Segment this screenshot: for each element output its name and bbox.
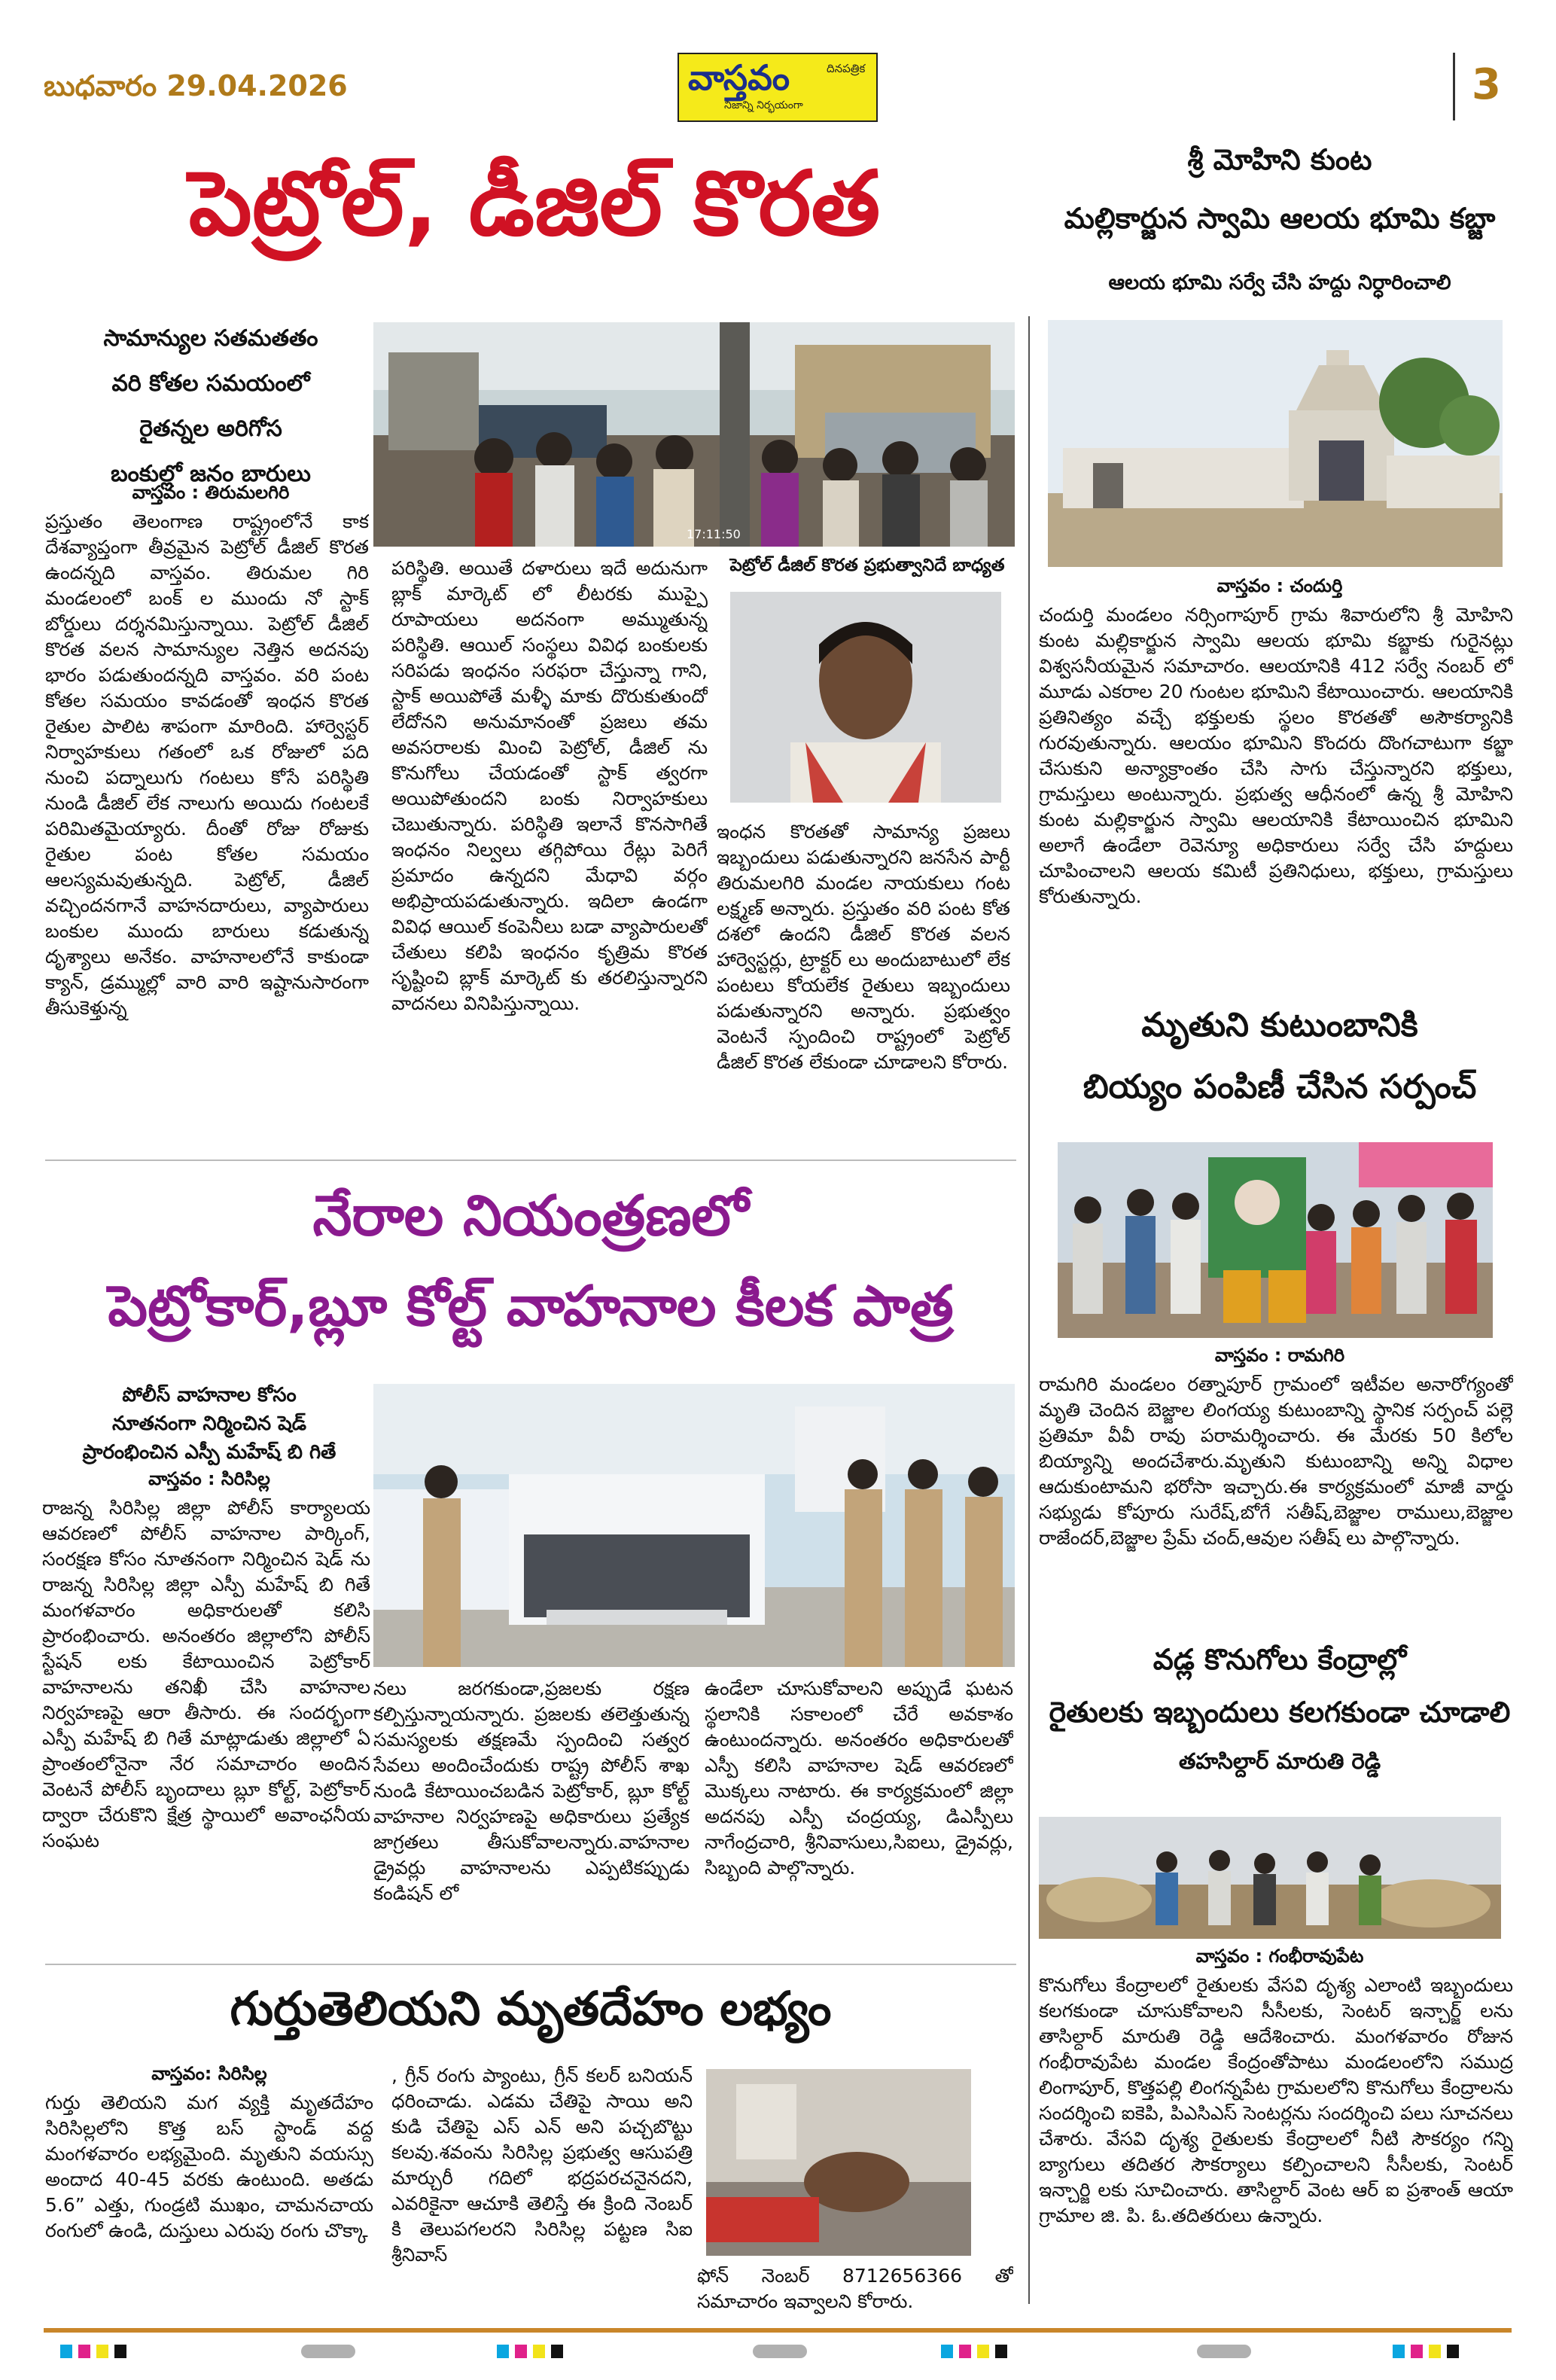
temple-subhead: ఆలయ భూమి సర్వే చేసి హద్దు నిర్ధారించాలి [1108,271,1451,294]
registration-bar-1 [301,2345,355,2358]
police-col2: నలు జరగకుండా,ప్రజలకు రక్షణ కల్పిస్తున్నాయన్నారు. ప్రజలకు తలెత్తుతున్న సమస్యలకు తక్షణమే స్పందించి సత్వర సేవలు అందించేందుకు రాష్ట్ర పోలీస్ శాఖ నుండి కేటాయించబడిన పెట్రోకార్, బ్లూ కోల్ట్ వాహనాల నిర్వహణపై అధికారులు ప్రత్యేక జాగ్రతలు తీసుకోవాలన్నారు.వాహనాల డ్రైవర్లు వాహనాలను ఎప్పటికప్పుడు కండిషన్ లో [373,1678,690,1904]
rice-headline-2: బియ్యం పంపిణీ చేసిన సర్పంచ్ [1083,1068,1477,1106]
petrol-subhead-3: రైతన్నల అరిగోస [139,416,282,442]
photo-timestamp: 17:11:50 [687,527,741,541]
column-divider [1028,316,1030,2304]
page-number: 3 [1472,60,1501,109]
paddy-headline-2: రైతులకు ఇబ్బందులు కలగకుండా చూడాలి [1049,1696,1511,1729]
police-vehicle-photo [373,1384,1015,1667]
temple-headline-2: మల్లికార్జున స్వామి ఆలయ భూమి కబ్జా [1064,202,1496,235]
paddy-headline-1: వడ్ల కొనుగోలు కేంద్రాల్లో [1153,1643,1407,1676]
rice-dateline: వాస్తవం : రామగిరి [1214,1345,1345,1366]
temple-body: చందుర్తి మండలం నర్సింగాపూర్ గ్రామ శివారులోని శ్రీ మోహిని కుంట మల్లికార్జున స్వామి ఆలయ భూమి కబ్జాకు గురైనట్లు విశ్వసనీయమైన సమాచారం. ఆలయానికి 412 సర్వే నంబర్ లో మూడు ఎకరాల 20 గుంటల భూమిని కేటాయించారు. ఆలయానికి ప్రతినిత్యం వచ్చే భక్తులకు స్థలం కొరతతో అసౌకర్యానికి గురవుతున్నారు. ఆలయం భూమిని కొందరు దొంగచాటుగా కబ్జా చేసుకుని అన్యాక్రాంతం చేసి సాగు చేస్తున్నారని భక్తులు, గ్రామస్తులు అంటున్నారు. ప్రభుత్వ ఆధీనంలో ఉన్న శ్రీ మోహిని కుంట మల్లికార్జున స్వామి ఆలయానికి కేటాయించిన భూమిని అలాగే ఉండేలా రెవెన్యూ అధికారులు సర్వే చేసి హద్దులు చూపించాలని ఆలయ కమిటీ ప్రతినిధులు, భక్తులు, గ్రామస్తులు కోరుతున్నారు. [1039,604,1513,907]
police-subhead-1: పోలీస్ వాహనాల కోసం [122,1384,297,1406]
paddy-subhead: తహసిల్దార్ మారుతి రెడ్డి [1178,1748,1381,1774]
header-divider [1453,53,1455,120]
section-rule [45,1160,1016,1161]
paddy-centre-photo [1039,1817,1501,1939]
footer-rule [44,2328,1512,2333]
police-headline-2: పెట్రోకార్,బ్లూ కోల్ట్ వాహనాల కీలక పాత్ర [108,1274,954,1339]
color-registration-strip-2 [497,2345,563,2358]
color-registration-strip-4 [1393,2345,1459,2358]
police-subhead-2: నూతనంగా నిర్మించిన షెడ్ [112,1412,306,1435]
rice-headline-1: మృతుని కుటుంబానికి [1141,1006,1418,1044]
masthead-slogan: నిజాన్ని నిర్భయంగా [724,99,803,111]
rice-distribution-photo [1058,1142,1493,1338]
body-story-col1: గుర్తు తెలియని మగ వ్యక్తి మృతదేహం సిరిసిల్లలోని కొత్త బస్ స్టాండ్ వద్ద మంగళవారం లభ్యమైంది. మృతుని వయస్సు అందాద 40-45 వరకు ఉంటుంది. అతడు 5.6” ఎత్తు, గుండ్రటి ముఖం, చామనచాయ రంగులో ఉండి, దుస్తులు ఎరుపు రంగు చొక్కా [45,2092,373,2241]
petrol-subheads [53,316,369,497]
color-registration-strip-1 [60,2345,126,2358]
section-rule-2 [45,1964,1016,1965]
registration-bar-3 [1197,2345,1251,2358]
police-col1: రాజన్న సిరిసిల్ల జిల్లా పోలీస్ కార్యాలయ ఆవరణలో పోలీస్ వాహనాల పార్కింగ్, సంరక్షణ కోసం నూతనంగా నిర్మించిన షెడ్ ను రాజన్న సిరిసిల్ల జిల్లా ఎస్పీ మహేష్ బి గితే మంగళవారం అధికారులతో కలిసి ప్రారంభించారు. అనంతరం జిల్లాలోని పోలీస్ స్టేషన్ లకు కేటాయించిన పెట్రోకార్ వాహనాలను తనిఖీ చేసి వాహనాల నిర్వహణపై ఆరా తీసారు. ఈ సందర్భంగా ఎస్పీ మహేష్ బి గితే మాట్లాడుతు జిల్లాలో ఏ ప్రాంతంలోనైనా నేర సమాచారం అందిన వెంటనే పోలీస్ బృందాలు బ్లూ కోల్ట్, పెట్రోకార్ ద్వారా చేరుకొని క్షేత్ర స్థాయిలో అవాంఛనీయ సంఘట [42,1497,370,1851]
temple-headline-1: శ్రీ మోహిని కుంట [1187,143,1372,176]
registration-bar-2 [753,2345,807,2358]
temple-photo [1048,320,1503,567]
petrol-headline: పెట్రోల్, డీజిల్ కొరత [188,151,881,255]
lakshman-portrait [730,592,1001,803]
petrol-subhead-1: సామాన్యుల సతమతతం [103,325,318,352]
petrol-col1: ప్రస్తుతం తెలంగాణ రాష్ట్రంలోనే కాక దేశవ్యాప్తంగా తీవ్రమైన పెట్రోల్ డీజిల్ కొరత ఉందన్నది వాస్తవం. తిరుమల గిరి మండలంలో బంక్ ల ముందు నో స్టాక్ బోర్డులు దర్శనమిస్తున్నాయి. పెట్రోల్ డీజిల్ కొరత వలన సామాన్యుల నెత్తిన అదనపు భారం పడుతుందన్నది వాస్తవం. వరి పంట కోతల సమయం కావడంతో ఇంధన కొరత రైతుల పాలిట శాపంగా మారింది. హార్వెస్టర్ నిర్వాహకులు గతంలో ఒక రోజులో పది నుంచి పద్నాలుగు గంటలు కోసే పరిస్థితి నుండి డీజిల్ లేక నాలుగు అయిదు గంటలకే పరిమితమైయ్యారు. దీంతో రోజు రోజుకు రైతుల పంట కోతల సమయం ఆలస్యమవుతున్నది. పెట్రోల్, డీజిల్ వచ్చిందనగానే వాహనదారులు, వ్యాపారులు బంకుల ముందు బారులు కడుతున్న దృశ్యాలు అనేకం. వాహనాలలోనే కాకుండా క్యాన్, డ్రమ్ముల్లో వారి వారి ఇష్టానుసారంగా తీసుకెళ్తున్న [45,510,369,1019]
color-registration-strip-3 [941,2345,1007,2358]
police-subheads [45,1381,373,1467]
petrol-subhead-2: వరి కోతల సమయంలో [111,370,310,397]
petrol-dateline: వాస్తవం : తిరుమలగిరి [132,482,290,503]
petrol-subhead-4: బంకుల్లో జనం బారులు [111,461,311,487]
police-dateline: వాస్తవం : సిరిసిల్ల [148,1468,270,1489]
petrol-col2: పరిస్థితి. అయితే దళారులు ఇదే అదునుగా బ్లాక్ మార్కెట్ లో లీటరకు ముప్పై రూపాయలు అదనంగా అమ్ముతున్న పరిస్థితి. ఆయిల్ సంస్థలు వివిధ బంకులకు సరిపడు ఇంధనం సరఫరా చేస్తున్నా గాని, స్టాక్ అయిపోతే మళ్ళీ మాకు దొరుకుతుందో లేదోనని అనుమానంతో ప్రజలు తమ అవసరాలకు మించి పెట్రోల్, డీజిల్ ను కొనుగోలు చేయడంతో స్టాక్ త్వరగా అయిపోతుందని బంకు నిర్వాహకులు చెబుతున్నారు. పరిస్థితి ఇలానే కొనసాగితే ఇంధనం నిల్వలు తగ్గిపోయి రేట్లు పెరిగే ప్రమాదం ఉన్నదని మేధావి వర్గం అభిప్రాయపడుతున్నారు. ఇదిలా ఉండగా వివిధ ఆయిల్ కంపెనీలు బడా వ్యాపారులతో చేతులు కలిపి ఇంధనం కృత్రిమ కొరత సృష్టించి బ్లాక్ మార్కెట్ కు తరలిస్తున్నారని వాదనలు వినిపిస్తున్నాయి. [391,557,708,1014]
petrol-photo-caption: పెట్రోల్ డీజిల్ కొరత ప్రభుత్వానిదే బాధ్యత [729,556,1005,575]
masthead-logo [678,53,878,122]
police-col3: ఉండేలా చూసుకోవాలని అప్పుడే ఘటన స్థలానికి సకాలంలో చేరే అవకాశం ఉంటుందన్నారు. అనంతరం అధికారులతో ఎస్పీ కలిసి వాహనాల షెడ్ ఆవరణలో మొక్కలు నాటారు. ఈ కార్యక్రమంలో జిల్లా అదనపు ఎస్పీ చంద్రయ్య, డిఎస్పీలు నాగేంద్రచారి, శ్రీనివాసులు,సిఐలు, డ్రైవర్లు, సిబ్బంది పాల్గొన్నారు. [705,1678,1013,1879]
paddy-body: కొనుగోలు కేంద్రాలలో రైతులకు వేసవి దృశ్య ఎలాంటి ఇబ్బందులు కలగకుండా చూసుకోవాలని సీసీలకు, సెంటర్ ఇన్చార్జ్ లను తాసిల్దార్ మారుతి రెడ్డి ఆదేశించారు. మంగళవారం రోజున గంభీరావుపేట మండల కేంద్రంతోపాటు మండలంలోని సముద్ర లింగాపూర్, కొత్తపల్లి లింగన్నపేట గ్రామలలోని కొనుగోలు కేంద్రాలను సందర్శించి ఐకెపి, పిఎసిఎస్ సెంటర్లను సందర్శించి పలు సూచనలు చేశారు. వేసవి దృశ్య రైతులకు కేంద్రాలలో నీటి సౌకర్యం గన్ని బ్యాగులు తదితర సౌకర్యాలు కల్పించాలని సీసీలకు, సెంటర్ ఇన్చార్జి లకు సూచించారు. తాసిల్దార్ వెంట ఆర్ ఐ ప్రశాంత్ ఆయా గ్రామాల జి. పి. ఓ.తదితరులు ఉన్నారు. [1039,1974,1513,2226]
body-story-col2: , గ్రీన్ రంగు ప్యాంటు, గ్రీన్ కలర్ బనియన్ ధరించాడు. ఎడమ చేతిపై సాయి అని కుడి చేతిపై ఎస్ ఎన్ అని పచ్చబొట్టు కలవు.శవంను సిరిసిల్ల ప్రభుత్వ ఆసుపత్రి మార్చురీ గదిలో భద్రపరచనైనదని, ఎవరికైనా ఆచూకి తెలిస్తే ఈ క్రింది నెంబర్ కి తెలుపగలరని సిరిసిల్ల పట్టణ సిఐ శ్రీనివాస్ [391,2065,693,2266]
body-story-col3: ఫోన్ నెంబర్ 8712656366 తో సమాచారం ఇవ్వాలని కోరారు. [697,2265,1013,2312]
paddy-dateline: వాస్తవం : గంభీరావుపేట [1195,1946,1364,1967]
body-story-headline: గుర్తుతెలియని మృతదేహం లభ్యం [230,1981,832,2036]
petrol-col3: ఇంధన కొరతతో సామాన్య ప్రజలు ఇబ్బందులు పడుతున్నారని జనసేన పార్టీ తిరుమలగిరి మండల నాయకులు గంట లక్ష్మణ్ అన్నారు. ప్రస్తుతం వరి పంట కోత దశలో ఉందని డీజిల్ కొరత వలన హార్వెస్టర్లు, ట్రాక్టర్ లు అందుబాటులో లేక పంటలు కోయలేక రైతులు ఇబ్బందులు పడుతున్నారని అన్నారు. ప్రభుత్వం వెంటనే స్పందించి రాష్ట్రంలో పెట్రోల్ డీజిల్ కొరత లేకుండా చూడాలని కోరారు. [717,821,1010,1073]
temple-dateline: వాస్తవం : చందుర్తి [1216,575,1343,596]
masthead-title: వాస్తవం [688,57,790,98]
rice-body: రామగిరి మండలం రత్నాపూర్ గ్రామంలో ఇటీవల అనారోగ్యంతో మృతి చెందిన బెజ్జాల లింగయ్య కుటుంబాన్ని స్థానిక సర్పంచ్ పల్లె ప్రతిమా వీవీ రావు పరామర్శించారు. ఈ మేరకు 50 కిలోల బియ్యాన్ని అందచేశారు.మృతుని కుటుంబాన్ని అన్ని విధాల ఆదుకుంటామని భరోసా ఇచ్చారు.ఈ కార్యక్రమంలో మాజీ వార్డు సభ్యుడు కోపూరు సురేష్,బోగే సతీష్,బెజ్జాల రాములు,బెజ్జాల రాజేందర్,బెజ్జాల ప్రేమ్ చంద్,ఆవుల సతీష్ లు పాల్గొన్నారు. [1039,1373,1513,1549]
police-headline-1: నేరాల నియంత్రణలో [312,1184,749,1248]
body-story-dateline: వాస్తవం: సిరిసిల్ల [151,2063,267,2084]
masthead-tag: దినపత్రిక [827,62,866,75]
police-subhead-3: ప్రారంభించిన ఎస్పీ మహేష్ బి గితే [82,1441,336,1464]
deceased-photo [706,2069,971,2256]
petrol-queue-photo [373,322,1015,547]
issue-date: బుధవారం 29.04.2026 [44,69,348,102]
